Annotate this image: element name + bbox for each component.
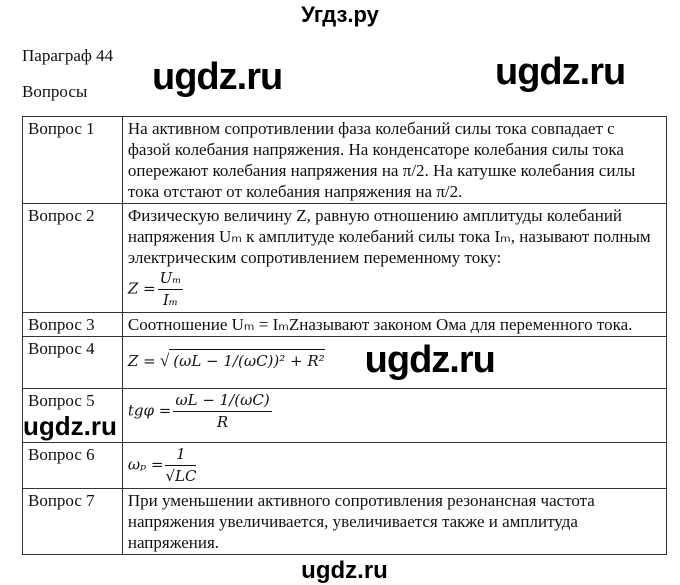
question-label: Вопрос 3 [23,313,123,337]
answer-text: Соотношение Uₘ = IₘZназывают законом Ома для переменного тока. [122,313,666,337]
formula: Z = √ (ωL − 1/(ωC))² + R² [127,350,325,370]
paragraph-title: Параграф 44 [22,46,114,65]
watermark: ugdz.ru [495,51,626,93]
table-row [23,313,667,337]
table-row [23,337,667,389]
answer-text: На активном сопротивлении фаза колебаний силы тока совпадает с фазой колебания напряжения. На конденсаторе колебания силы тока опережают колебания напряжения на π/2. На катушке колебания силы тока отстают от колебания напряжения на π/2. [122,117,666,204]
formula-row [128,338,661,382]
watermark: ugdz.ru [23,411,117,441]
formula: tgφ = $\frac{\omega L - 1/(\omega C)}{R}$ [127,391,270,431]
formula: ωₚ = $\frac{1}{√LC}$ [127,445,197,485]
question-label: Вопрос 1 [23,117,123,204]
formula: Z = $\frac{\text{Uₘ}}{\text{Iₘ}}$ [127,269,182,309]
answer-text: Физическую величину Z, равную отношению амплитуды колебаний напряжения Uₘ к амплитуде колебаний силы тока Iₘ, называют полным электрическим сопротивлением переменному току: [127,206,651,267]
table-row [23,389,667,443]
question-label: Вопрос 5 [28,391,95,410]
watermark: ugdz.ru [364,339,495,381]
table-row [23,489,667,555]
watermark: ugdz.ru [152,56,283,98]
site-title: Угдз.ру [301,2,379,27]
question-label: Вопрос 2 [23,204,123,313]
answer-text: При уменьшении активного сопротивления резонансная частота напряжения увеличивается, увеличивается также и амплитуда напряжения. [122,489,666,555]
question-label: Вопрос 6 [23,443,123,489]
question-label: Вопрос 7 [23,489,123,555]
section-title: Вопросы [22,82,88,101]
answers-table [22,116,667,555]
table-row [23,117,667,204]
content [22,116,667,585]
table-row [23,443,667,489]
watermark: ugdz.ru [301,557,388,584]
question-label: Вопрос 4 [23,337,123,389]
table-row [23,204,667,313]
